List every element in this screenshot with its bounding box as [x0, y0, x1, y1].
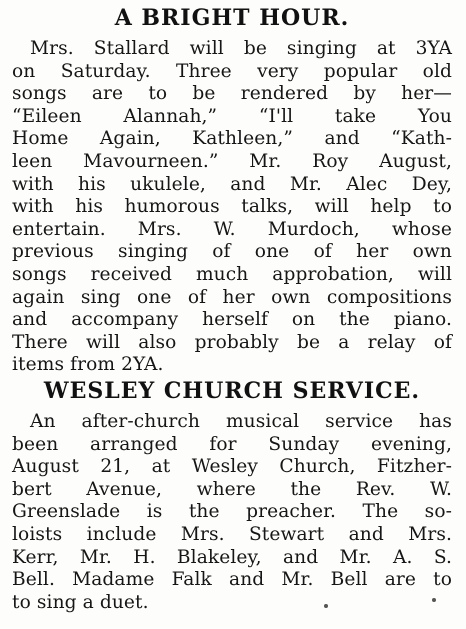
article-line: Mrs. Stallard will be singing at 3YA: [30, 38, 452, 59]
article-line: loists include Mrs. Stewart and Mrs.: [12, 523, 452, 545]
article-line: Home Again, Kathleen,” and “Kath-: [12, 128, 452, 150]
article-line: again sing one of her own compositions: [12, 286, 452, 308]
article-line: bert Avenue, where the Rev. W.: [12, 478, 452, 500]
article-wesley-church-service: [12, 377, 452, 614]
article-headline: WESLEY CHURCH SERVICE.: [43, 378, 421, 404]
print-speck: [324, 604, 328, 608]
article-line: items from 2YA.: [12, 354, 164, 376]
article-line: been arranged for Sunday evening,: [12, 433, 452, 455]
article-line: songs are to be rendered by her—: [12, 83, 452, 105]
article-line: and accompany herself on the piano.: [12, 309, 452, 331]
article-line: August 21, at Wesley Church, Fitzher-: [12, 456, 452, 478]
article-line: An after-church musical service has: [30, 411, 452, 432]
article-line: Kerr, Mr. H. Blakeley, and Mr. A. S.: [12, 546, 452, 568]
article-line: There will also probably be a relay of: [12, 331, 452, 353]
article-headline: A BRIGHT HOUR.: [114, 5, 350, 31]
article-line: with his ukulele, and Mr. Alec Dey,: [12, 173, 452, 195]
article-line: on Saturday. Three very popular old: [12, 60, 452, 82]
article-line: previous singing of one of her own: [12, 241, 452, 263]
article-body: [12, 411, 452, 614]
article-line: songs received much approbation, will: [12, 263, 452, 285]
article-bright-hour: [12, 4, 452, 377]
article-line: entertain. Mrs. W. Murdoch, whose: [12, 218, 452, 240]
article-line: “Eileen Alannah,” “I'll take You: [12, 105, 452, 127]
article-body: [12, 38, 452, 377]
article-line: Bell. Madame Falk and Mr. Bell are to: [12, 569, 452, 591]
article-line: to sing a duet.: [12, 591, 149, 613]
print-speck: [432, 598, 436, 602]
article-line: with his humorous talks, will help to: [12, 196, 452, 218]
article-line: Greenslade is the preacher. The so-: [12, 501, 452, 523]
article-line: leen Mavourneen.” Mr. Roy August,: [12, 150, 452, 172]
